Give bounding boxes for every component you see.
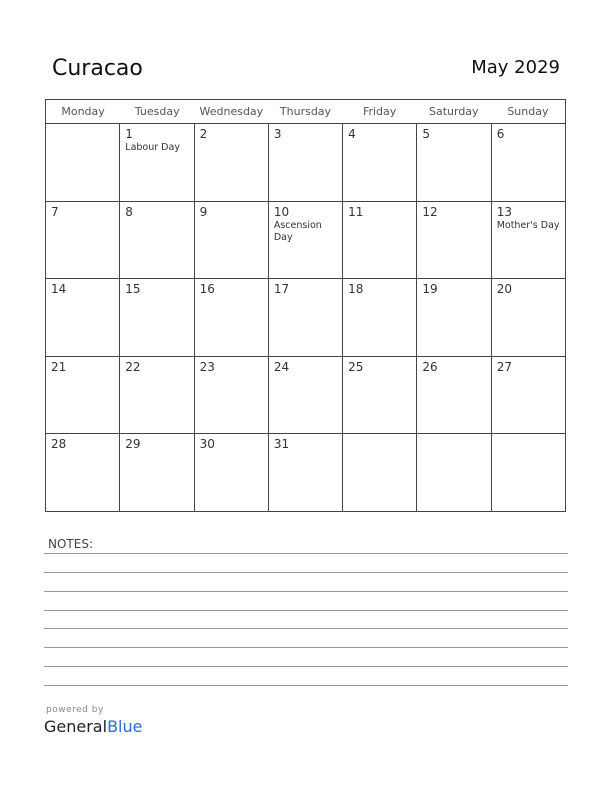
day-cell[interactable] bbox=[120, 202, 194, 279]
day-number: 22 bbox=[125, 359, 141, 374]
weekday-saturday: Saturday bbox=[428, 105, 479, 118]
day-cell[interactable] bbox=[120, 357, 194, 434]
weekday-friday: Friday bbox=[362, 105, 397, 118]
day-cell[interactable] bbox=[492, 434, 565, 512]
day-cell[interactable] bbox=[46, 434, 120, 512]
day-cell[interactable] bbox=[343, 357, 417, 434]
day-cell[interactable] bbox=[492, 357, 565, 434]
day-cell[interactable] bbox=[417, 279, 491, 356]
day-number: 3 bbox=[273, 127, 282, 141]
holiday-label: Labour Day bbox=[125, 142, 180, 153]
day-cell[interactable] bbox=[46, 279, 120, 356]
week-row bbox=[46, 279, 565, 357]
day-cell[interactable] bbox=[120, 434, 194, 512]
day-number: 18 bbox=[348, 282, 364, 297]
day-cell[interactable] bbox=[195, 202, 269, 279]
note-line bbox=[44, 685, 568, 686]
day-cell[interactable] bbox=[492, 202, 565, 279]
day-cell[interactable] bbox=[343, 279, 417, 356]
day-cell[interactable] bbox=[46, 357, 120, 434]
day-cell[interactable] bbox=[417, 434, 491, 512]
day-number: 24 bbox=[273, 359, 290, 374]
day-number: 7 bbox=[51, 204, 59, 219]
day-cell[interactable] bbox=[46, 202, 120, 279]
note-line bbox=[44, 666, 568, 667]
day-cell[interactable] bbox=[195, 124, 269, 201]
day-number: 6 bbox=[496, 127, 505, 141]
weekday-wednesday: Wednesday bbox=[199, 105, 264, 118]
day-cell[interactable] bbox=[46, 124, 120, 201]
day-number: 5 bbox=[422, 127, 431, 141]
calendar-grid bbox=[45, 99, 566, 512]
notes-label: NOTES: bbox=[48, 537, 93, 551]
day-cell[interactable] bbox=[269, 279, 343, 356]
day-number: 16 bbox=[199, 282, 215, 297]
powered-by-text: powered by bbox=[46, 705, 104, 715]
day-number: 26 bbox=[422, 359, 438, 374]
weekday-header-row bbox=[46, 100, 565, 124]
day-number: 4 bbox=[348, 127, 356, 141]
day-cell[interactable] bbox=[417, 357, 491, 434]
day-cell[interactable] bbox=[269, 202, 343, 279]
day-number: 19 bbox=[422, 282, 438, 297]
day-number: 10 bbox=[273, 204, 290, 219]
holiday-label: Ascension Day bbox=[273, 219, 322, 243]
note-line bbox=[44, 628, 568, 629]
day-cell[interactable] bbox=[343, 434, 417, 512]
weekday-sunday: Sunday bbox=[507, 105, 549, 118]
day-cell[interactable] bbox=[417, 202, 491, 279]
day-cell[interactable] bbox=[195, 434, 269, 512]
day-cell[interactable] bbox=[343, 202, 417, 279]
weekday-thursday: Thursday bbox=[279, 105, 332, 118]
brand-blue: Blue bbox=[107, 717, 143, 736]
day-number: 31 bbox=[273, 437, 290, 452]
day-number: 25 bbox=[348, 359, 364, 374]
day-cell[interactable] bbox=[120, 279, 194, 356]
week-row bbox=[46, 124, 565, 202]
day-cell[interactable] bbox=[120, 124, 194, 201]
day-number: 21 bbox=[51, 359, 67, 374]
day-number: 14 bbox=[51, 282, 67, 297]
note-line bbox=[44, 647, 568, 648]
day-number: 27 bbox=[496, 359, 512, 374]
day-number: 17 bbox=[273, 282, 290, 297]
day-number: 29 bbox=[125, 437, 141, 452]
day-cell[interactable] bbox=[343, 124, 417, 201]
day-number: 20 bbox=[496, 282, 512, 297]
note-line bbox=[44, 591, 568, 592]
note-line bbox=[44, 572, 568, 573]
day-cell[interactable] bbox=[417, 124, 491, 201]
holiday-label: Mother's Day bbox=[496, 219, 560, 231]
day-number: 30 bbox=[199, 437, 215, 452]
week-row bbox=[46, 434, 565, 512]
day-cell[interactable] bbox=[492, 124, 565, 201]
weekday-monday: Monday bbox=[61, 105, 105, 118]
note-line bbox=[44, 610, 568, 611]
day-cell[interactable] bbox=[269, 434, 343, 512]
day-number: 23 bbox=[199, 359, 215, 374]
day-number: 9 bbox=[199, 204, 208, 219]
day-number: 12 bbox=[422, 204, 438, 219]
brand-general: General bbox=[44, 717, 108, 736]
day-number: 2 bbox=[199, 127, 208, 141]
weekday-tuesday: Tuesday bbox=[134, 105, 180, 118]
day-cell[interactable] bbox=[269, 357, 343, 434]
day-cell[interactable] bbox=[269, 124, 343, 201]
day-cell[interactable] bbox=[492, 279, 565, 356]
day-number: 13 bbox=[496, 204, 512, 219]
note-line bbox=[44, 553, 568, 554]
week-row bbox=[46, 357, 565, 435]
month-year: May 2029 bbox=[471, 57, 560, 78]
day-number: 28 bbox=[51, 437, 67, 452]
week-row bbox=[46, 202, 565, 280]
day-cell[interactable] bbox=[195, 357, 269, 434]
day-number: 1 bbox=[125, 127, 133, 141]
country-title: Curacao bbox=[52, 56, 143, 81]
day-number: 8 bbox=[125, 204, 133, 219]
generalblue-logo[interactable] bbox=[44, 717, 142, 736]
day-number: 15 bbox=[125, 282, 141, 297]
day-number: 11 bbox=[348, 204, 364, 219]
day-cell[interactable] bbox=[195, 279, 269, 356]
